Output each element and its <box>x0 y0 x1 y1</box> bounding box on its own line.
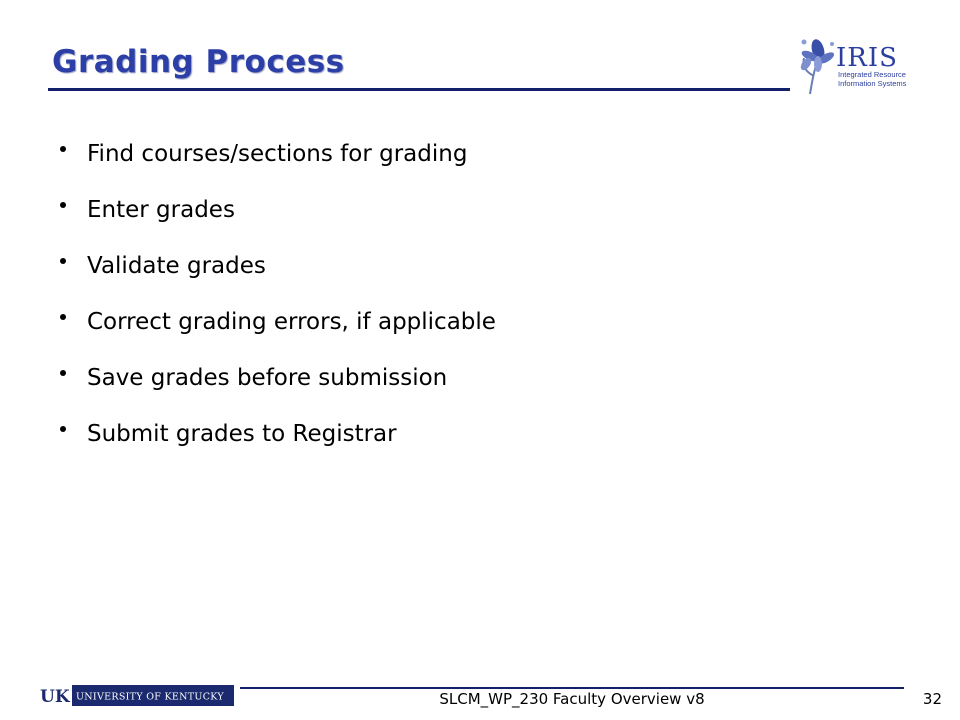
bullet-text: Validate grades <box>87 253 266 279</box>
bullet-dot-icon <box>60 146 66 152</box>
uk-logo-wordmark: UNIVERSITY OF KENTUCKY <box>76 691 224 703</box>
iris-brand: IRIS <box>836 43 898 73</box>
title-underline-rule <box>48 88 790 91</box>
bullet-text: Correct grading errors, if applicable <box>87 309 496 335</box>
bullet-text: Save grades before submission <box>87 365 448 391</box>
bullet-dot-icon <box>60 258 66 264</box>
footer-rule <box>240 687 904 689</box>
bullet-item <box>60 406 496 462</box>
bullet-text: Enter grades <box>87 197 235 223</box>
bullet-text: Submit grades to Registrar <box>87 421 397 447</box>
iris-flower-icon <box>799 38 836 94</box>
bullet-list <box>60 126 496 462</box>
bullet-dot-icon <box>60 370 66 376</box>
bullet-item <box>60 350 496 406</box>
bullet-item <box>60 294 496 350</box>
bullet-dot-icon <box>60 202 66 208</box>
bullet-item <box>60 182 496 238</box>
bullet-item <box>60 126 496 182</box>
uk-logo <box>38 685 234 706</box>
bullet-dot-icon <box>60 426 66 432</box>
page-number: 32 <box>922 690 942 708</box>
iris-logo <box>796 36 922 98</box>
iris-tagline-line1: Integrated Resource <box>838 70 906 79</box>
bullet-item <box>60 238 496 294</box>
bullet-dot-icon <box>60 314 66 320</box>
footer-label: SLCM_WP_230 Faculty Overview v8 <box>439 690 705 708</box>
uk-logo-initials: UK <box>40 687 70 706</box>
bullet-text: Find courses/sections for grading <box>87 141 468 167</box>
slide-title: Grading Process <box>52 44 345 80</box>
iris-tagline-line2: Information Systems <box>838 79 907 88</box>
